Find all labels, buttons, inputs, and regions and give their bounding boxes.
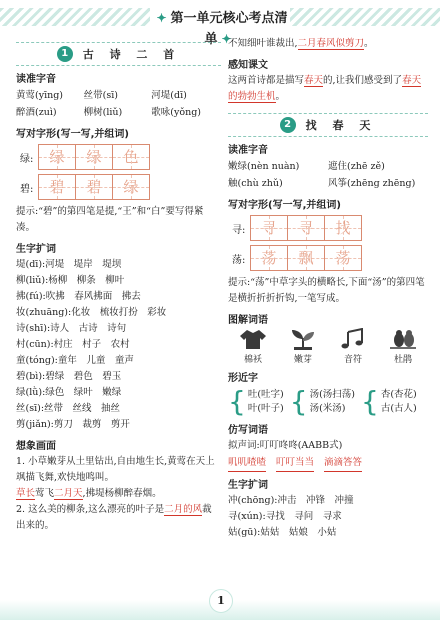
section-heading: 想象画面 (16, 441, 56, 452)
section-heading: 图解词语 (228, 315, 268, 326)
writing-box: 飘 (288, 245, 325, 271)
section-heading: 写对字形(写一写,并组词) (16, 129, 129, 140)
writing-box: 寻 (250, 215, 288, 241)
page-title: ✦ 第一单元核心考点清单 ✦ (150, 8, 290, 28)
writing-box: 荡 (325, 245, 362, 271)
section-heading: 读准字音 (16, 74, 56, 85)
writing-box: 碧 (38, 174, 76, 200)
writing-box: 荡 (250, 245, 288, 271)
section-heading: 生字扩词 (16, 244, 56, 255)
word-expand-row: 碧(bì):碧绿 碧色 碧玉 (16, 371, 122, 382)
picture-word-item: 嫩芽 (279, 328, 327, 365)
similar-pair: 吐(吐字) 叶(叶子) (247, 389, 284, 414)
sprout-icon (288, 328, 318, 350)
word-expand-row: 拂(fú):吹拂 春风拂面 拂去 (16, 291, 141, 302)
writing-box: 找 (325, 215, 362, 241)
word-expand-row: 绿(lǜ):绿色 绿叶 嫩绿 (16, 387, 122, 398)
imitate-rule: 拟声词:叮叮咚咚(AABB式) (228, 440, 343, 451)
writing-grid-row: 寻: 寻 寻 找 (232, 215, 428, 241)
word-expand-row: 堤(dī):河堤 堤岸 堤坝 (16, 259, 122, 270)
star-icon: ✦ (221, 32, 232, 46)
music-note-icon (338, 328, 368, 350)
left-column (16, 34, 221, 534)
imagine-paragraph: 2. 这么美的柳条,这么漂亮的叶子是二月的风裁出来的。 (16, 504, 212, 531)
pinyin-row: 触(chù zhǔ) 风筝(zhēng zhēng) (228, 178, 416, 189)
writing-box: 寻 (288, 215, 325, 241)
star-icon: ✦ (156, 11, 167, 25)
brace-icon: { (289, 385, 308, 418)
pinyin-row: 黄莺(yīng) 丝带(sī) 河堤(dī) (16, 90, 187, 101)
feel-paragraph: 这两首诗都是描写春天的,让我们感受到了春天的勃勃生机。 (228, 75, 422, 102)
right-column (228, 34, 428, 541)
lesson-2-header (228, 113, 428, 137)
lesson-title: 古 诗 二 首 (82, 48, 181, 61)
word-expand-row: 寻(xún):寻找 寻问 寻求 (228, 511, 342, 522)
writing-tip: 提示:“碧”的第四笔是提,“王”和“白”要写得紧凑。 (16, 206, 204, 233)
imagine-verse: 草长莺飞二月天,拂堤杨柳醉春烟。 (16, 488, 162, 499)
writing-grid-row: 碧: 碧 碧 绿 (20, 174, 221, 200)
word-expand-row: 妆(zhuāng):化妆 梳妆打扮 彩妆 (16, 307, 167, 318)
picture-word-item: 音符 (329, 328, 377, 365)
section-heading: 形近字 (228, 373, 258, 384)
brace-icon: { (361, 385, 379, 418)
lesson-1-header (16, 42, 221, 66)
imitate-words: 叽叽喳喳 叮叮当当 滴滴答答 (228, 454, 428, 472)
word-expand-row: 丝(sī):丝带 丝线 抽丝 (16, 403, 121, 414)
writing-tip: 提示:“荡”中草字头的横略长,下面“汤”的第四笔是横折折折折钩,一笔写成。 (228, 277, 425, 304)
imagine-paragraph: 1. 小草嫩芽从土里钻出,自由地生长,黄莺在天上飒描飞舞,欢快地鸣叫。 (16, 456, 215, 483)
word-expand-row: 童(tóng):童年 儿童 童声 (16, 355, 134, 366)
section-heading: 写对字形(写一写,并组词) (228, 200, 341, 211)
picture-word-item: 棉袄 (229, 328, 277, 365)
page-number: 1 (209, 589, 233, 613)
word-expand-row: 村(cūn):村庄 村子 农村 (16, 339, 130, 350)
section-heading: 仿写词语 (228, 425, 268, 436)
writing-box: 色 (113, 144, 150, 170)
writing-box: 绿 (38, 144, 76, 170)
writing-box: 绿 (113, 174, 150, 200)
similar-pair: 杏(杏花) 古(古人) (380, 389, 417, 414)
poem-line: 不知细叶谁裁出,二月春风似剪刀。 (228, 38, 374, 49)
header-decoration-left (0, 8, 150, 26)
pinyin-row: 醉酒(zuì) 柳树(liǔ) 歌咏(yǒng) (16, 107, 201, 118)
picture-words (228, 328, 428, 365)
section-heading: 读准字音 (228, 145, 268, 156)
word-expand-row: 剪(jiǎn):剪刀 裁剪 剪开 (16, 419, 130, 430)
lesson-number-badge: 2 (280, 117, 296, 133)
header-decoration-right (290, 8, 440, 26)
writing-box: 碧 (76, 174, 113, 200)
writing-grid-row: 荡: 荡 飘 荡 (232, 245, 428, 271)
word-expand-row: 姑(gū):姑姑 姑娘 小姑 (228, 527, 337, 538)
section-heading: 感知课文 (228, 60, 268, 71)
lesson-title: 找 春 天 (305, 119, 377, 132)
similar-characters (228, 387, 428, 417)
word-expand-row: 柳(liǔ):杨柳 柳条 柳叶 (16, 275, 125, 286)
pinyin-row: 嫩绿(nèn nuàn) 遮住(zhē zě) (228, 161, 385, 172)
coat-icon (238, 328, 268, 350)
section-heading: 生字扩词 (228, 480, 268, 491)
lesson-number-badge: 1 (57, 46, 73, 62)
writing-grid-row: 绿: 绿 绿 色 (20, 144, 221, 170)
brace-icon: { (228, 385, 246, 418)
word-expand-row: 诗(shī):诗人 古诗 诗句 (16, 323, 127, 334)
picture-word-item: 杜鹃 (379, 328, 427, 365)
cuckoo-bird-icon (388, 328, 418, 350)
similar-pair: 汤(汤扫荡) 汤(米汤) (309, 389, 355, 414)
word-expand-row: 冲(chōng):冲击 冲锋 冲撞 (228, 495, 354, 506)
writing-box: 绿 (76, 144, 113, 170)
